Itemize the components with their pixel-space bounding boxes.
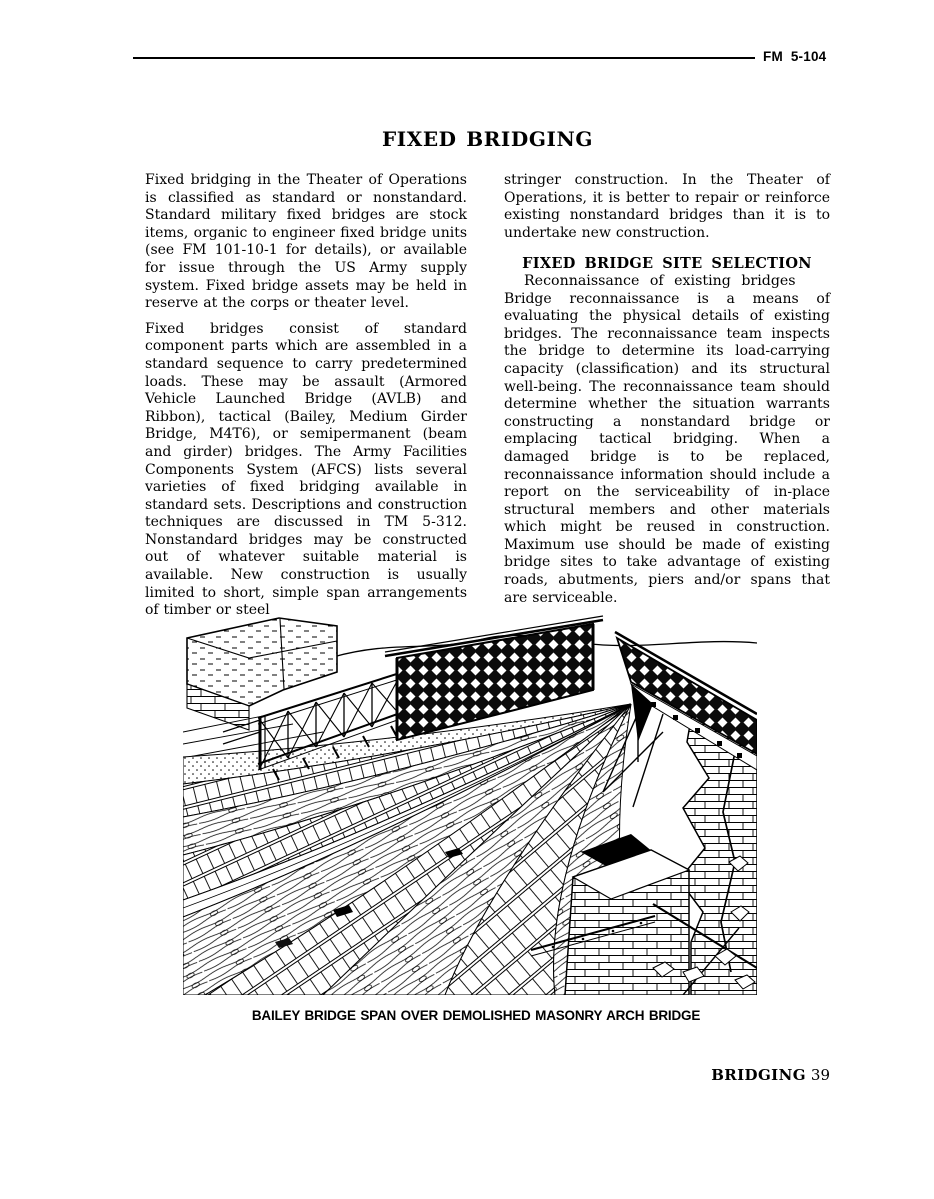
page-footer [711,1066,830,1084]
paragraph: Fixed bridges consist of standard component parts which are assembled in a standard sequence to carry predetermined loads. These may be assault (Armored Vehicle Launched Bridge (AVLB) and Ribbon), tactical (Bailey, Medium Girder Bridge, M4T6), or semipermanent (beam and girder) bridges. The Army Facilities Components System (AFCS) lists several varieties of fixed bridging available in standard sets. Descriptions and construction techniques are discussed in TM 5-312. Nonstandard bridges may be constructed out of whatever suitable material is available. New construction is usually limited to short, simple span arrangements of timber or steel [145,320,467,619]
paragraph: stringer construction. In the Theater of Operations, it is better to repair or reinforce existing nonstandard bridges than it is to undertake new construction. [504,172,830,241]
figure-caption: BAILEY BRIDGE SPAN OVER DEMOLISHED MASONRY ARCH BRIDGE [251,1008,701,1023]
bridge-drawing-svg [183,612,757,995]
left-column [145,172,467,620]
bailey-bridge-illustration [183,612,757,995]
section-heading: FIXED BRIDGE SITE SELECTION [522,255,812,273]
paragraph: Fixed bridging in the Theater of Operations is classified as standard or nonstandard. Standard military fixed bridges are stock items, organic to engineer fixed bridge units (see FM 101-10-1 for details), or available for issue through the US Army supply system. Fixed bridge assets may be held in reserve at the corps or theater level. [145,172,467,312]
right-column [504,172,830,607]
subsection-heading: Reconnaissance of existing bridges [524,272,796,289]
footer-section-label: BRIDGING [711,1066,806,1084]
footer-page-number: 39 [810,1066,830,1084]
header-rule [133,57,755,59]
paragraph: Bridge reconnaissance is a means of evaluating the physical details of existing bridges. The reconnaissance team inspects the bridge to determine its load-carrying capacity (classification) and its structural well-being. The reconnaissance team should determine whether the situation warrants constructing a nonstandard bridge or emplacing tactical bridging. When a damaged bridge is to be replaced, reconnaissance information should include a report on the serviceability of in-place structural members and other materials which might be reused in construction. Maximum use should be made of existing bridge sites to take advantage of existing roads, abutments, piers and/or spans that are serviceable. [504,290,830,606]
document-reference: FM 5-104 [763,49,827,64]
page-title: FIXED BRIDGING [381,127,594,151]
